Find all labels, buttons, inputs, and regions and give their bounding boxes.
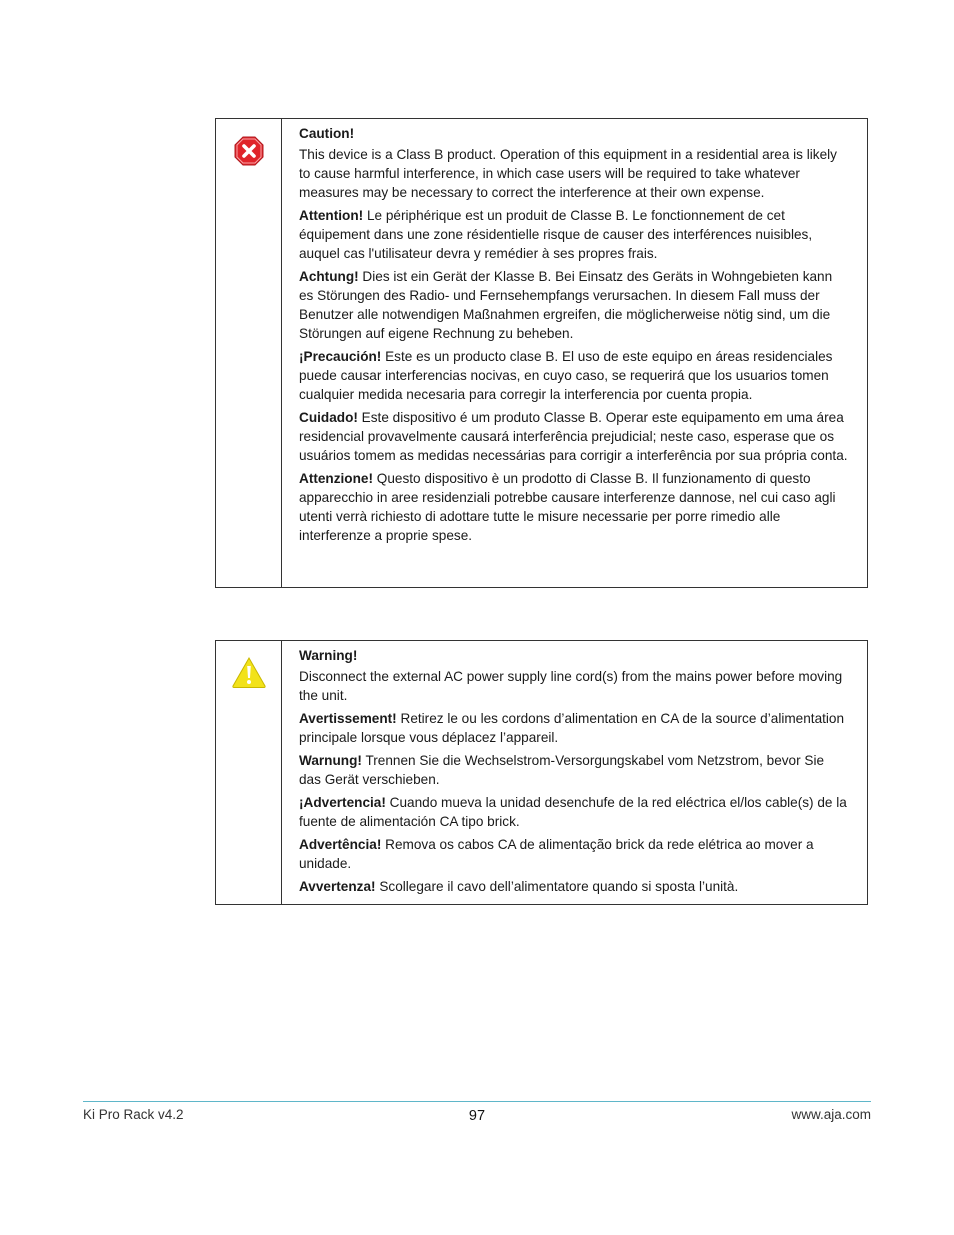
translation-label: ¡Precaución!	[299, 349, 382, 364]
warning-heading: Warning!	[299, 648, 358, 663]
translation-label: Attention!	[299, 208, 364, 223]
translation-label: Avertissement!	[299, 711, 397, 726]
translation-label: Cuidado!	[299, 410, 358, 425]
caution-body: This device is a Class B product. Operation of this equipment in a residential area is likely to cause harmful interference, in which case users will be required to take whatever measures may be necessary to correct the interference at their own expense.	[299, 147, 837, 200]
footer-product-name: Ki Pro Rack v4.2	[83, 1107, 184, 1122]
translation-text: Este dispositivo é um produto Classe B. Operar este equipamento em uma área residencial provavelmente causará interferência prejudicial; neste caso, esperase que os usuários tomem as medidas necessárias para corrigir a interferência por sua própria conta.	[299, 410, 848, 463]
warning-body: Disconnect the external AC power supply line cord(s) from the mains power before moving the unit.	[299, 669, 843, 703]
page-number: 97	[468, 1108, 486, 1124]
caution-icon-cell	[216, 119, 282, 587]
translation-label: ¡Advertencia!	[299, 795, 386, 810]
translation-text: Remova os cabos CA de alimentação brick da rede elétrica ao mover a unidade.	[299, 837, 814, 871]
translation-text: Trennen Sie die Wechselstrom-Versorgungskabel vom Netzstrom, bevor Sie das Gerät verschieben.	[299, 753, 825, 787]
caution-heading: Caution!	[299, 126, 355, 141]
caution-spanish	[299, 347, 849, 404]
footer-website-link[interactable]: www.aja.com	[791, 1107, 871, 1122]
footer-divider	[83, 1101, 871, 1102]
warning-icon-cell	[216, 641, 282, 904]
translation-label: Avvertenza!	[299, 879, 376, 894]
warning-portuguese	[299, 835, 849, 873]
warning-triangle-icon	[231, 656, 267, 689]
translation-label: Warnung!	[299, 753, 362, 768]
translation-text: Cuando mueva la unidad desenchufe de la red eléctrica el/los cable(s) de la fuente de alimentación CA tipo brick.	[299, 795, 847, 829]
warning-spanish	[299, 793, 849, 831]
translation-text: Este es un producto clase B. El uso de este equipo en áreas residenciales puede causar interferencias nocivas, en cuyo caso, se requerirá que los usuarios tomen cualquier medida necesaria para corregir la interferencia por cuenta propia.	[299, 349, 833, 402]
translation-text: Scollegare il cavo dell’alimentatore quando si sposta l’unità.	[375, 879, 739, 894]
caution-french	[299, 206, 849, 263]
stop-x-icon	[234, 136, 264, 166]
translation-text: Questo dispositivo è un prodotto di Classe B. Il funzionamento di questo apparecchio in aree residenziali potrebbe causare interferenze dannose, nel cui caso agli utenti verrà richiesto di adottare tutte le misure necessarie per porre rimedio alle interferenze a proprie spese.	[299, 471, 836, 543]
warning-notice	[215, 640, 868, 905]
warning-french	[299, 709, 849, 747]
caution-text	[282, 119, 867, 587]
caution-italian	[299, 469, 849, 545]
warning-text	[282, 641, 867, 904]
translation-label: Advertência!	[299, 837, 382, 852]
caution-german	[299, 267, 849, 343]
translation-text: Le périphérique est un produit de Classe B. Le fonctionnement de cet équipement dans une zone résidentielle risque de causer des interférences nuisibles, auquel cas l'utilisateur devra y remédier à ses propres frais.	[299, 208, 813, 261]
warning-german	[299, 751, 849, 789]
translation-text: Retirez le ou les cordons d’alimentation en CA de la source d’alimentation principale lorsque vous déplacez l’appareil.	[299, 711, 845, 745]
translation-label: Achtung!	[299, 269, 359, 284]
translation-label: Attenzione!	[299, 471, 374, 486]
caution-portuguese	[299, 408, 849, 465]
translation-text: Dies ist ein Gerät der Klasse B. Bei Einsatz des Geräts in Wohngebieten kann es Störungen des Radio- und Fernsehempfangs verursachen. In diesem Fall muss der Benutzer alle notwendigen Maßnahmen ergreifen, die möglicherweise nötig sind, um die Störungen auf eigene Rechnung zu beheben.	[299, 269, 833, 341]
caution-notice	[215, 118, 868, 588]
warning-italian	[299, 877, 849, 896]
